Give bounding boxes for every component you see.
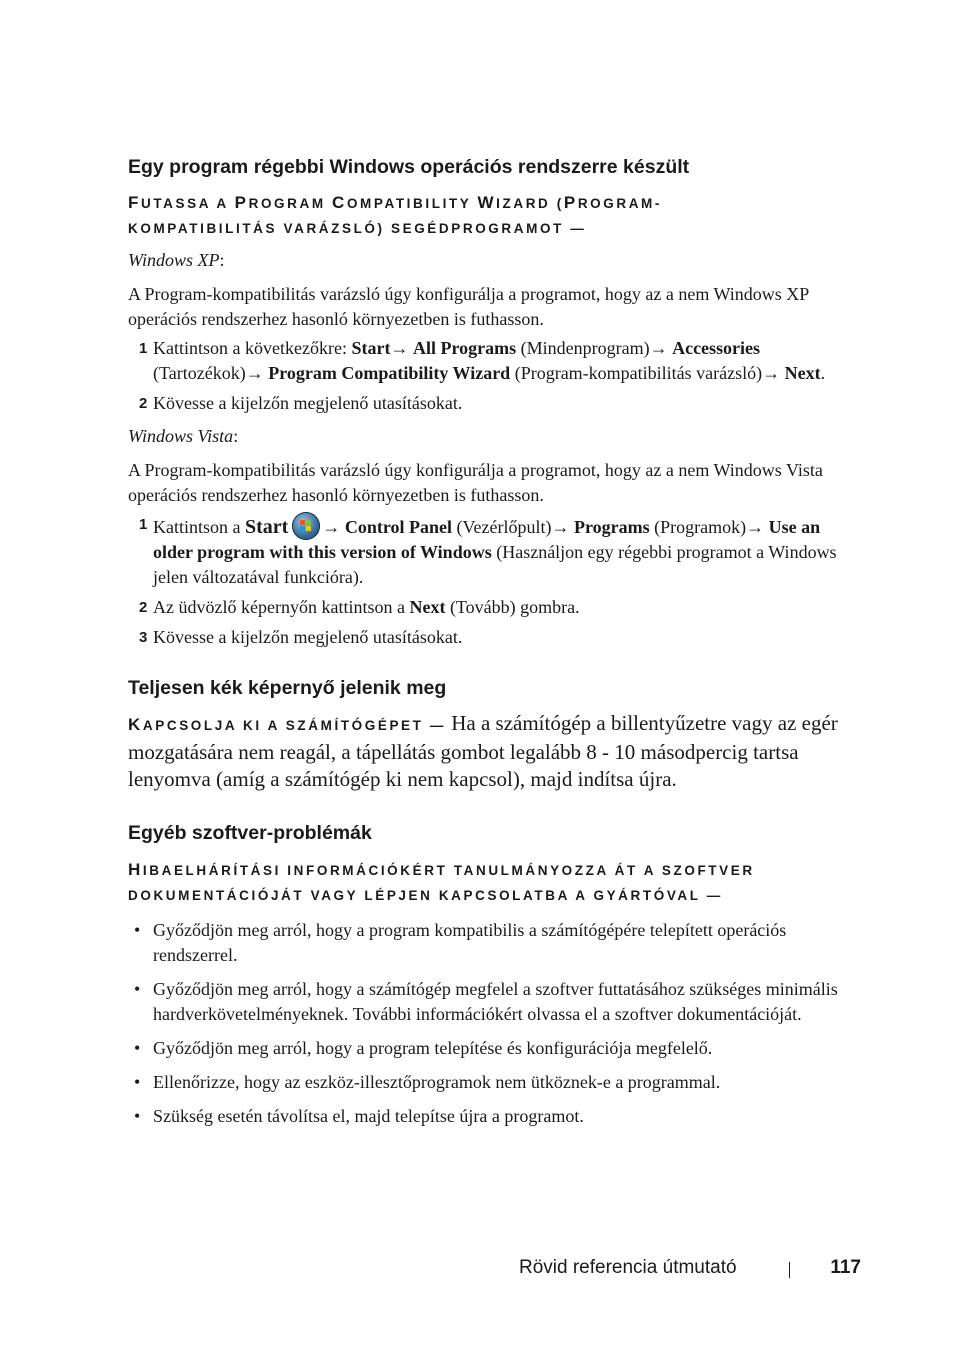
page-footer [519, 1256, 861, 1280]
windows-start-icon [292, 512, 320, 540]
arrow: → [649, 338, 673, 358]
os-name: Windows XP [128, 250, 220, 270]
os-name: Windows Vista [128, 426, 234, 446]
bullet-item [128, 977, 854, 1027]
page-number: 117 [830, 1257, 861, 1278]
step-text: Kövesse a kijelzőn megjelenő utasításokat. [153, 393, 463, 413]
step-number: 2 [139, 599, 148, 616]
bullet-dot: • [134, 1106, 141, 1126]
vista-paragraph: A Program-kompatibilitás varázsló úgy konfigurálja a programot, hogy az a nem Windows Vista operációs rendszerhez hasonló környezetben is futhasson. [128, 460, 823, 505]
document-page [128, 150, 854, 1129]
bullet-text: Szükség esetén távolítsa el, majd telepítse újra a programot. [153, 1106, 584, 1126]
sc-rest: IZARD ( [496, 196, 564, 211]
sc-lead [128, 715, 446, 734]
bullet-text: Ellenőrizze, hogy az eszköz-illesztőprogramok nem ütköznek-e a programmal. [153, 1072, 721, 1092]
footer-title: Rövid referencia útmutató [519, 1257, 737, 1278]
section-heading-blue-screen: Teljesen kék képernyő jelenik meg [128, 677, 447, 699]
sc-rest: APCSOLJA KI A SZÁMÍTÓGÉPET — [142, 718, 446, 733]
bullet-dot: • [134, 1072, 141, 1092]
blue-screen-paragraph [128, 710, 854, 793]
sc-cap: H [128, 860, 143, 879]
bullet-text: Győződjön meg arról, hogy a számítógép megfelel a szoftver futtatásához szükséges minimális hardverkövetelményeknek. További információkért olvassa el a szoftver dokumentációját. [153, 979, 838, 1024]
step-text: (Mindenprogram) [516, 338, 650, 358]
step-text: (Program-kompatibilitás varázsló) [510, 363, 763, 383]
step-text: (Használjon egy régebbi programot a Windows jelen változatával funkcióra). [153, 542, 837, 587]
bullet-dot: • [134, 979, 141, 999]
bullet-item [128, 1104, 854, 1129]
xp-paragraph: A Program-kompatibilitás varázsló úgy konfigurálja a programot, hogy az a nem Windows XP operációs rendszerhez hasonló környezetben is futhasson. [128, 284, 809, 329]
step-text: Kattintson a következőkre: [153, 338, 352, 358]
step-bold: Start [351, 338, 391, 358]
bullet-text: Győződjön meg arról, hogy a program kompatibilis a számítógépére telepített operációs rendszerrel. [153, 920, 787, 965]
sc-line2: KOMPATIBILITÁS VARÁZSLÓ) SEGÉDPROGRAMOT — [128, 221, 587, 236]
sc-line2: DOKUMENTÁCIÓJÁT VAGY LÉPJEN KAPCSOLATBA A GYÁRTÓVAL — [128, 888, 723, 903]
step-number: 1 [139, 340, 148, 357]
step-text: (Vezérlőpult) [452, 517, 552, 537]
step-text: . [820, 363, 826, 383]
sc-rest: OMPATIBILITY [346, 196, 478, 211]
body-text: Ha a számítógép a billentyűzetre vagy az egér mozgatására nem reagál, a tápellátás gombot legalább 8 - 10 másodpercig tartsa lenyomva (amíg a számítógép ki nem kapcsol), majd indítsa újra. [128, 711, 838, 791]
bullet-dot: • [134, 920, 141, 940]
sc-cap: W [477, 193, 497, 212]
xp-step-1 [128, 336, 854, 386]
step-text: Az üdvözlő képernyőn kattintson a [153, 597, 410, 617]
step-bold: Program Compatibility Wizard [268, 363, 511, 383]
arrow: → [322, 517, 345, 537]
section-heading-other-software: Egyéb szoftver-problémák [128, 822, 372, 844]
subheading-troubleshooting [128, 857, 854, 908]
xp-step-2 [128, 391, 854, 416]
arrow: → [762, 363, 785, 383]
vista-step-2 [128, 595, 854, 620]
start-label: Start [245, 516, 289, 538]
section-heading-old-program: Egy program régebbi Windows operációs rendszerre készült [128, 156, 690, 178]
step-bold: Next [409, 597, 446, 617]
step-text: (Programok) [649, 517, 747, 537]
bullet-item [128, 1036, 854, 1061]
step-number: 3 [139, 629, 148, 646]
sc-cap: P [563, 193, 578, 212]
step-bold: Next [784, 363, 821, 383]
bullet-item [128, 918, 854, 968]
os-label-xp [128, 248, 854, 273]
sc-rest: ROGRAM- [577, 196, 663, 211]
step-text: Kövesse a kijelzőn megjelenő utasításokat. [153, 627, 463, 647]
arrow: → [245, 363, 269, 383]
os-label-vista [128, 424, 854, 449]
step-text: (Tovább) gombra. [445, 597, 580, 617]
colon: : [233, 426, 239, 446]
step-bold: Use an older program with this version of Windows [153, 517, 821, 562]
step-number: 2 [139, 395, 148, 412]
colon: : [219, 250, 225, 270]
arrow: → [746, 517, 769, 537]
sc-cap: P [234, 193, 249, 212]
vista-step-1 [128, 512, 854, 590]
bullet-text: Győződjön meg arról, hogy a program telepítése és konfigurációja megfelelő. [153, 1038, 713, 1058]
sc-cap: K [128, 715, 143, 734]
subheading-compatibility-wizard [128, 190, 854, 241]
bullet-dot: • [134, 1038, 141, 1058]
footer-separator [789, 1262, 790, 1278]
step-bold: Control Panel [344, 517, 452, 537]
sc-rest: ROGRAM [248, 196, 333, 211]
step-bold: All Programs [412, 338, 517, 358]
step-text: (Tartozékok) [153, 363, 246, 383]
step-bold: Programs [573, 517, 650, 537]
step-number: 1 [139, 516, 148, 533]
sc-rest: UTASSA A [140, 196, 235, 211]
arrow: → [551, 517, 574, 537]
bullet-item [128, 1070, 854, 1095]
sc-rest: IBAELHÁRÍTÁSI INFORMÁCIÓKÉRT TANULMÁNYOZZA ÁT A SZOFTVER [142, 863, 755, 878]
sc-cap: C [332, 193, 347, 212]
step-text: Kattintson a [153, 517, 245, 537]
step-bold: Accessories [672, 338, 761, 358]
vista-step-3 [128, 625, 854, 650]
sc-cap: F [128, 193, 141, 212]
arrow: → [390, 338, 413, 358]
